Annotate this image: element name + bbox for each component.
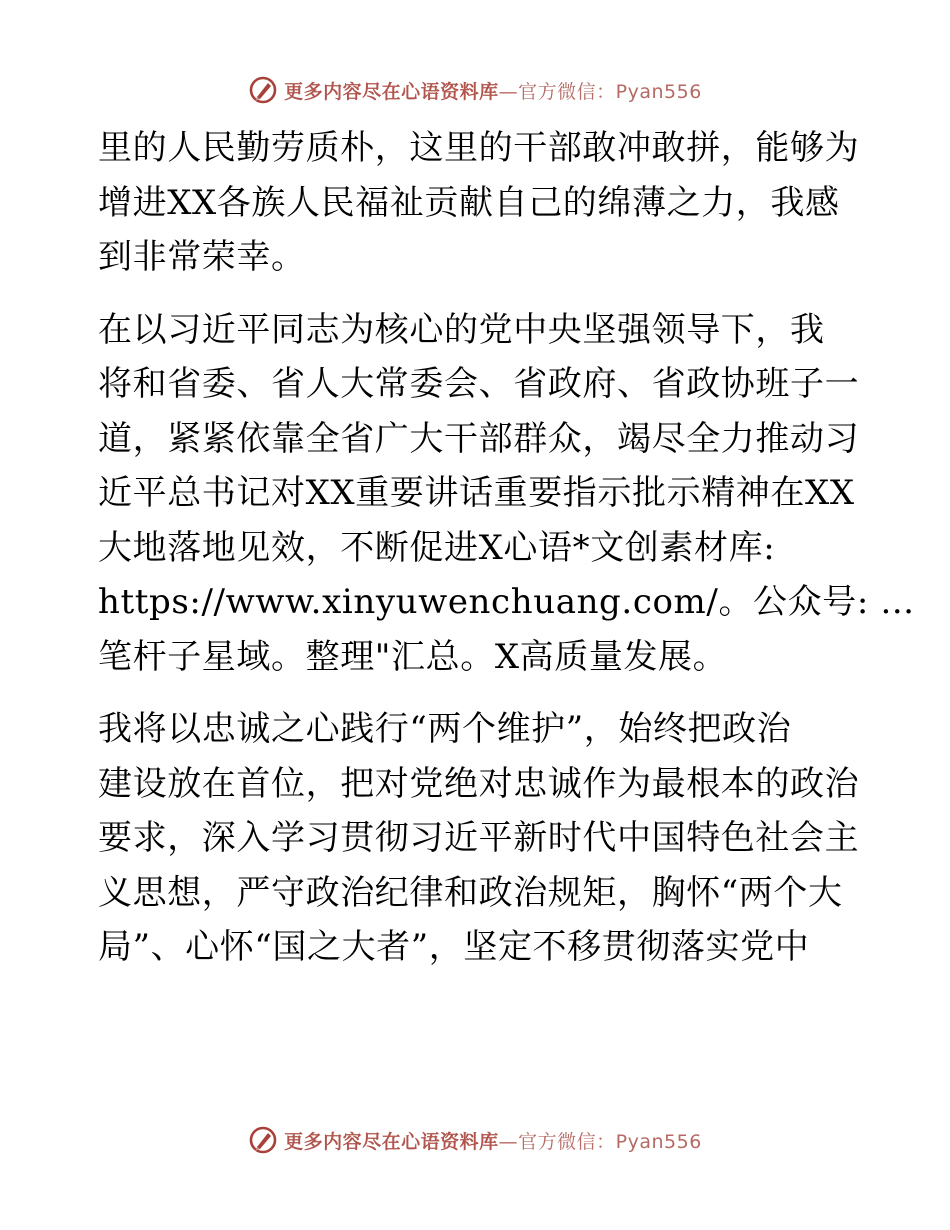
footer-separator: — [498,1130,519,1153]
paragraph-2 [98,303,915,685]
document-body [98,121,915,975]
text-line: 将和省委、省人大常委会、省政府、省政协班子一 [98,364,860,404]
footer-contact: 官方微信：Pyan556 [518,1130,702,1153]
text-line: 局”、心怀“国之大者”，坚定不移贯彻落实党中 [98,927,810,967]
text-line: 建设放在首位，把对党绝对忠诚作为最根本的政治 [98,763,860,804]
footer-banner-text [284,1127,702,1154]
pen-logo-icon [248,75,278,105]
text-line: 近平总书记对XX重要讲话重要指示批示精神在XX [98,473,855,513]
footer-banner [0,1123,950,1157]
text-line: 大地落地见效，不断促进X心语*文创素材库: [98,527,776,568]
header-banner-text [284,77,702,104]
header-contact: 官方微信：Pyan556 [518,80,702,103]
text-line: 里的人民勤劳质朴，这里的干部敢冲敢拼，能够为 [98,128,860,168]
pen-logo-icon [248,1125,278,1155]
text-line: 到非常荣幸。 [98,237,306,277]
footer-brand: 更多内容尽在心语资料库 [284,1130,499,1153]
header-banner [0,73,950,107]
header-separator: — [498,80,519,103]
text-line: 道，紧紧依靠全省广大干部群众，竭尽全力推动习 [98,418,860,459]
paragraph-3 [98,702,858,975]
text-line: 增进XX各族人民福祉贡献自己的绵薄之力，我感 [98,182,840,223]
text-line: 要求，深入学习贯彻习近平新时代中国特色社会主 [98,818,860,858]
text-line: 在以习近平同志为核心的党中央坚强领导下，我 [98,309,825,350]
text-line: 义思想，严守政治纪律和政治规矩，胸怀“两个大 [98,872,843,913]
text-line: https://www.xinyuwenchuang.com/。公众号: … [98,582,915,622]
header-brand: 更多内容尽在心语资料库 [284,80,499,103]
paragraph-1 [98,121,858,285]
text-line: 笔杆子星域。整理"汇总。X高质量发展。 [98,636,728,677]
text-line: 我将以忠诚之心践行“两个维护”，始终把政治 [98,709,792,749]
